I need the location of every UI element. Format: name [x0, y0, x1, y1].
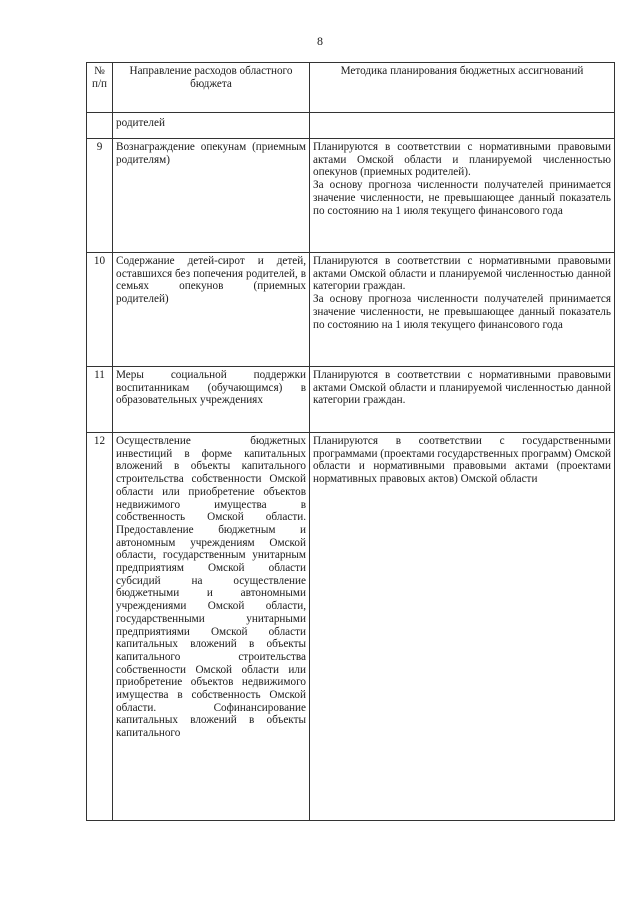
method-paragraph: Планируются в соответствии с нормативными правовыми актами Омской области и планируемой численностью данной категории граждан.	[313, 369, 611, 407]
table-row-continuation	[87, 113, 615, 139]
method-paragraph: За основу прогноза численности получателей принимается значение численности, не превышающее данный показатель по состоянию на 1 июля текущего финансового года	[313, 179, 611, 217]
budget-methodology-table	[86, 62, 615, 821]
cell-method	[310, 113, 615, 139]
header-direction: Направление расходов областного бюджета	[113, 63, 310, 113]
cell-method	[310, 433, 615, 821]
cell-num: 10	[87, 253, 113, 367]
table-row	[87, 139, 615, 253]
page-number: 8	[317, 34, 323, 48]
cell-direction: Вознаграждение опекунам (приемным родителям)	[113, 139, 310, 253]
cell-direction: Осуществление бюджетных инвестиций в форме капитальных вложений в объекты капитального строительства собственности Омской области или приобретение объектов недвижимого имущества в собственность Омской области. Предоставление бюджетным и автономным учреждениям Омской области, государственным унитарным предприятиям Омской области субсидий на осуществление бюджетными и автономными учреждениями Омской области, государственными унитарными предприятиями Омской области капитальных вложений в объекты капитального строительства собственности Омской области или приобретение объектов недвижимого имущества в собственность Омской области. Софинансирование капитальных вложений в объекты капитального	[113, 433, 310, 821]
cell-num: 11	[87, 367, 113, 433]
cell-method	[310, 253, 615, 367]
cell-direction: Меры социальной поддержки воспитанникам (обучающимся) в образовательных учреждениях	[113, 367, 310, 433]
cell-num: 12	[87, 433, 113, 821]
method-paragraph: Планируются в соответствии с нормативными правовыми актами Омской области и планируемой численностью опекунов (приемных родителей).	[313, 141, 611, 179]
table-header-row	[87, 63, 615, 113]
cell-method	[310, 139, 615, 253]
table-row	[87, 433, 615, 821]
header-num: № п/п	[87, 63, 113, 113]
table-row	[87, 253, 615, 367]
cell-method	[310, 367, 615, 433]
header-method: Методика планирования бюджетных ассигнований	[310, 63, 615, 113]
method-paragraph: Планируются в соответствии с государственными программами (проектами государственных программ) Омской области и нормативными правовыми актами (проектами нормативных правовых актов) Омской области	[313, 435, 612, 486]
cell-direction: Содержание детей-сирот и детей, оставшихся без попечения родителей, в семьях опекунов (приемных родителей)	[113, 253, 310, 367]
cell-num	[87, 113, 113, 139]
table-row	[87, 367, 615, 433]
cell-num: 9	[87, 139, 113, 253]
method-paragraph: За основу прогноза численности получателей принимается значение численности, не превышающее данный показатель по состоянию на 1 июля текущего финансового года	[313, 293, 611, 331]
method-paragraph: Планируются в соответствии с нормативными правовыми актами Омской области и планируемой численностью данной категории граждан.	[313, 255, 611, 293]
cell-direction: родителей	[113, 113, 310, 139]
